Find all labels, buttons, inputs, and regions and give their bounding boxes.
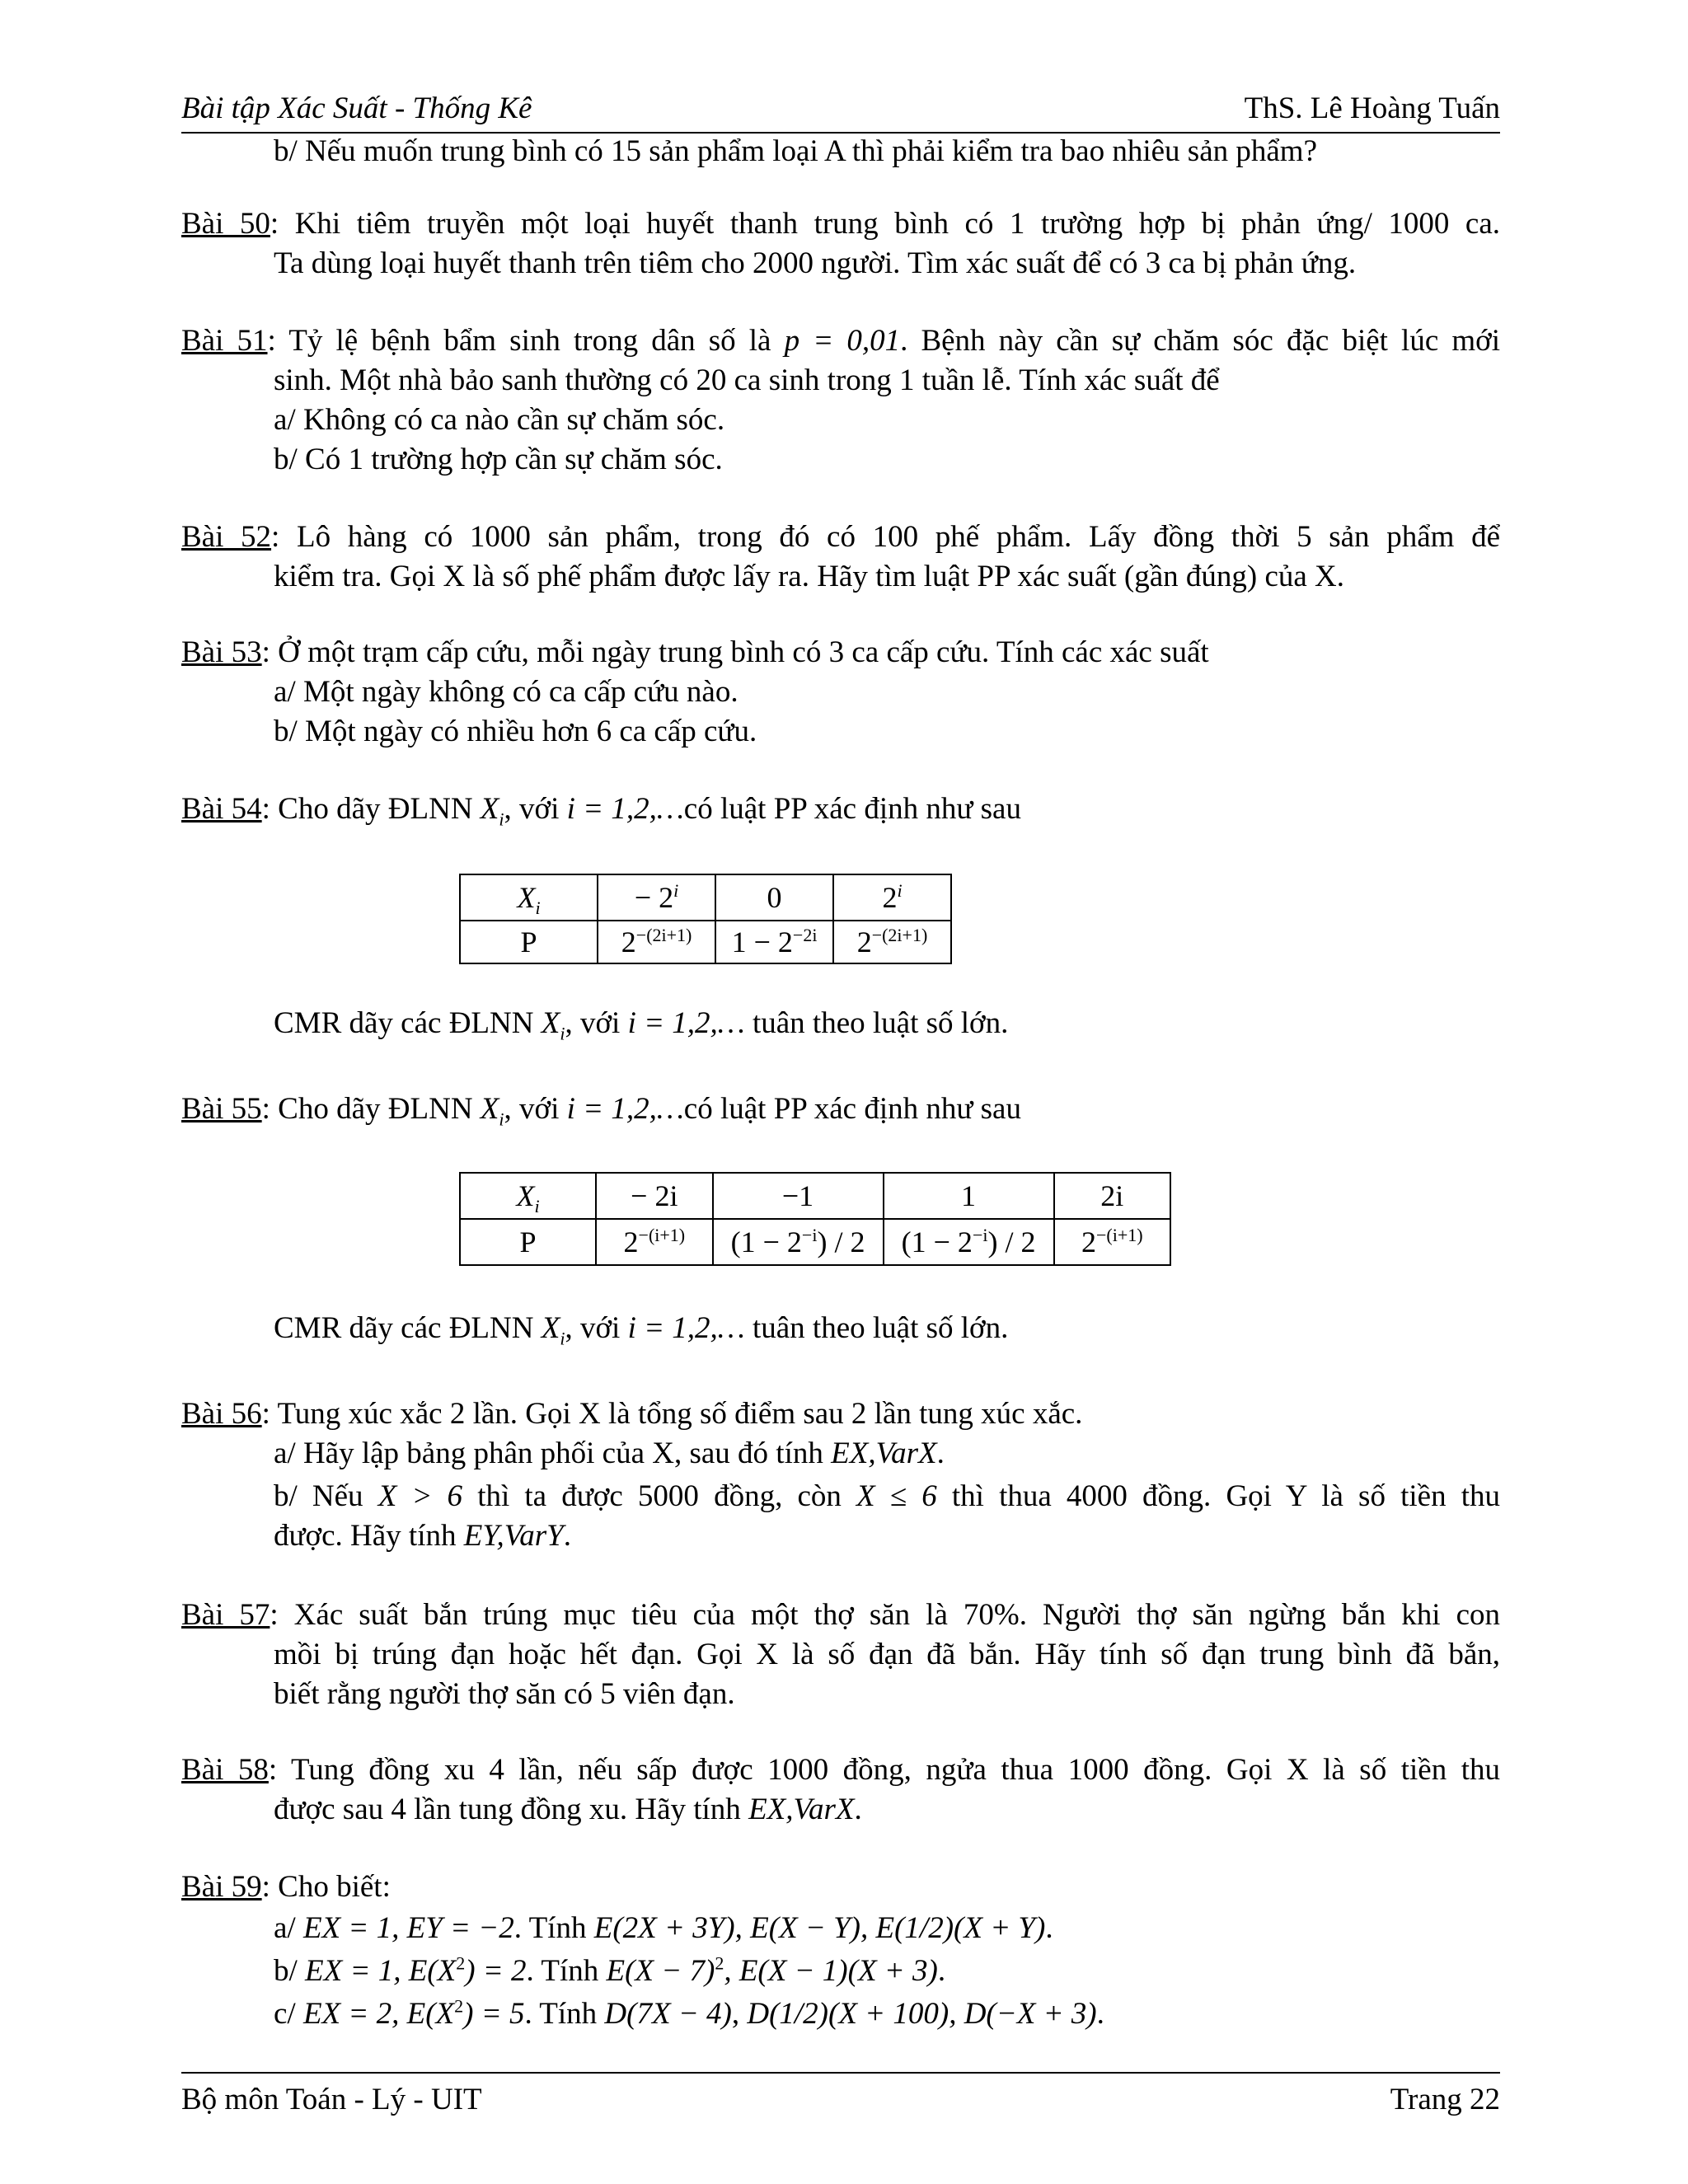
b55-text1b: , với [504, 1092, 567, 1126]
b55-p3-exp: −i [972, 1225, 988, 1245]
b54-cmr-range: i = 1,2,… [627, 1006, 745, 1040]
page-number: Trang 22 [1390, 2083, 1500, 2116]
b59-c-2: EX = 2, E(X [302, 1997, 455, 2031]
b54-distribution-table [459, 874, 952, 964]
b54-xi-sub: i [499, 808, 504, 830]
b52-line2: kiểm tra. Gọi X là số phế phẩm được lấy ra. Hãy tìm luật PP xác suất (gần đúng) của X. [274, 560, 1345, 593]
b55-cmr [274, 1309, 1500, 1348]
b51-line1 [181, 321, 1500, 361]
b55-x2: −1 [713, 1173, 884, 1219]
b55-text1a: : Cho dãy ĐLNN [261, 1092, 481, 1126]
b55-cmr-xi: X [541, 1311, 560, 1345]
b58-text1: : Tung đồng xu 4 lần, nếu sấp được 1000 đồng, ngửa thua 1000 đồng. Gọi X là số tiền thu [268, 1753, 1500, 1787]
b56-label: Bài 56 [181, 1397, 262, 1431]
b54-p3 [833, 921, 951, 963]
b56-b-6: 4000 [1066, 1479, 1128, 1513]
b50-text1: : Khi tiêm truyền một loại huyết thanh trung bình có 1 trường hợp bị phản ứng/ 1000 ca. [270, 207, 1500, 241]
b51-a: a/ Không có ca nào cần sự chăm sóc. [274, 403, 725, 437]
b54-label: Bài 54 [181, 792, 262, 826]
b49-b: b/ Nếu muốn trung bình có 15 sản phẩm loại A thì phải kiểm tra bao nhiêu sản phẩm? [274, 134, 1317, 168]
b55-h-x: X [516, 1179, 535, 1212]
b54-range: i = 1,2,… [566, 792, 684, 826]
b54-text1b: , với [504, 792, 567, 826]
b56-text1: : Tung xúc xắc 2 lần. Gọi X là tổng số điểm sau 2 lần tung xúc xắc. [261, 1397, 1083, 1431]
b54-h-x-sub: i [535, 898, 541, 919]
b55-label: Bài 55 [181, 1092, 262, 1126]
b55-p2-exp: −i [801, 1225, 818, 1245]
b53-a: a/ Một ngày không có ca cấp cứu nào. [274, 675, 738, 709]
b56-line1 [181, 1394, 1500, 1434]
b51-text1a: : Tỷ lệ bệnh bẩm sinh trong dân số là [267, 324, 785, 358]
b56-b-4: X ≤ 6 [856, 1479, 937, 1513]
b59-b-4s: 2 [715, 1952, 724, 1974]
b55-header-p: P [460, 1219, 596, 1265]
b55-p2 [713, 1219, 884, 1265]
b55-p1-base: 2 [623, 1226, 639, 1258]
b58-label: Bài 58 [181, 1753, 269, 1787]
b59-a-2: EX = 1, EY = −2 [302, 1911, 514, 1945]
b56-b-5: thì thua [936, 1479, 1067, 1513]
b52-line1 [181, 518, 1500, 557]
b59-b-4: E(X − 7) [606, 1954, 715, 1988]
b55-h-x-sub: i [534, 1196, 540, 1217]
b59-b-2: EX = 1, E(X [305, 1954, 457, 1988]
b53-line1 [181, 633, 1500, 673]
b54-xi: X [480, 792, 499, 826]
b54-p3-exp: −(2i+1) [871, 925, 928, 945]
b58-line1 [181, 1750, 1500, 1790]
b55-p4-base: 2 [1081, 1226, 1096, 1258]
b59-c-2b: ) = 5 [463, 1997, 525, 2031]
b56-c-math: EY,VarY [463, 1519, 564, 1553]
b55-p1-exp: −(i+1) [638, 1225, 686, 1245]
b59-c-2s: 2 [454, 1995, 464, 2017]
b51-b: b/ Có 1 trường hợp cần sự chăm sóc. [274, 443, 723, 476]
b55-cmr-a: CMR dãy các ĐLNN [274, 1311, 542, 1345]
b54-x2: 0 [715, 874, 833, 921]
b54-x1-val: − 2 [634, 881, 674, 914]
b57-text1b: . Người thợ săn ngừng bắn khi con [1019, 1598, 1500, 1632]
b53-label: Bài 53 [181, 635, 262, 669]
b50-line1 [181, 204, 1500, 244]
b54-header-p: P [460, 921, 598, 963]
b55-p1 [596, 1219, 712, 1265]
b59-a: a/ EX = 1, EY = −2. Tính E(2X + 3Y), E(X − Y), E(1/2)(X + Y). [274, 1911, 1053, 1945]
b56-c-text: được. Hãy tính [274, 1519, 464, 1553]
b50-label: Bài 50 [181, 207, 270, 241]
b59-text1: : Cho biết: [261, 1870, 391, 1904]
b55-xi-sub: i [499, 1108, 504, 1130]
b54-text1c: có luật PP xác định như sau [683, 792, 1021, 826]
b55-p2-a: (1 − 2 [730, 1226, 802, 1258]
b54-header-x [460, 874, 598, 921]
b59-c-4: D(7X − 4) [604, 1997, 732, 2031]
b59-line1 [181, 1868, 1500, 1907]
b52-text1: : Lô hàng có 1000 sản phẩm, trong đó có 100 phế phẩm. Lấy đồng thời 5 sản phẩm để [271, 520, 1500, 554]
b55-range: i = 1,2,… [566, 1092, 684, 1126]
b55-xi: X [480, 1092, 499, 1126]
b54-p1-base: 2 [621, 926, 636, 958]
b54-p2 [715, 921, 833, 963]
b59-label: Bài 59 [181, 1870, 262, 1904]
b56-b-2: X > 6 [377, 1479, 463, 1513]
page-header [181, 89, 1500, 134]
b55-x4: 2i [1054, 1173, 1170, 1219]
b54-x3-val: 2 [882, 881, 898, 914]
b54-cmr-b: , với [565, 1006, 628, 1040]
b59-c-1: c/ [274, 1997, 303, 2031]
b59-c: c/ EX = 2, $E(X^2) = 5$. Tính D(7X − 4), D(1/2)(X + 100), D(−X + 3). [274, 1995, 1104, 2031]
b52-label: Bài 52 [181, 520, 272, 554]
b55-x1: − 2i [596, 1173, 712, 1219]
b55-p2-b: ) / 2 [817, 1226, 865, 1258]
b59-a-4: E(2X + 3Y), E(X − Y), E(1/2)(X + Y) [593, 1911, 1046, 1945]
b51-label: Bài 51 [181, 324, 268, 358]
b56-b-7: đồng. Gọi Y là số tiền thu [1127, 1479, 1500, 1513]
b55-p3-b: ) / 2 [987, 1226, 1036, 1258]
b54-cmr-xi: X [541, 1006, 560, 1040]
b54-cmr-c: tuân theo luật số lớn. [744, 1006, 1009, 1040]
b55-text1c: có luật PP xác định như sau [683, 1092, 1021, 1126]
b57-line3: biết rằng người thợ săn có 5 viên đạn. [274, 1677, 735, 1711]
b55-line1 [181, 1090, 1500, 1129]
b55-cmr-c: tuân theo luật số lớn. [744, 1311, 1009, 1345]
b55-cmr-range: i = 1,2,… [627, 1311, 745, 1345]
b54-cmr [274, 1004, 1500, 1043]
b59-b: b/ EX = 1, $E(X^2) = 2$. Tính $E(X - 7)^2$, E(X − 1)(X + 3). [274, 1952, 946, 1988]
b51-text1b: . Bệnh này cần sự chăm sóc đặc biệt lúc mới [900, 324, 1500, 358]
b55-header-x [460, 1173, 596, 1219]
b54-x3 [833, 874, 951, 921]
header-author: ThS. Lê Hoàng Tuấn [1244, 91, 1500, 125]
b55-p3-a: (1 − 2 [901, 1226, 973, 1258]
b59-b-4b: , E(X − 1)(X + 3) [724, 1954, 938, 1988]
b56-b [274, 1477, 1500, 1516]
b55-cmr-b: , với [565, 1311, 628, 1345]
b53-b: b/ Một ngày có nhiều hơn 6 ca cấp cứu. [274, 715, 757, 748]
b59-a-3: . Tính [513, 1911, 594, 1945]
b54-p2-exp: −2i [792, 925, 818, 945]
b59-b-1: b/ [274, 1954, 306, 1988]
b54-p2-base: 1 − 2 [731, 926, 793, 958]
b59-c-3: . Tính [524, 1997, 605, 2031]
b51-line2: sinh. Một nhà bảo sanh thường có 20 ca sinh trong 1 tuần lễ. Tính xác suất để [274, 363, 1220, 397]
b54-h-x: X [517, 881, 536, 914]
b54-line1 [181, 790, 1500, 829]
b58-line2: được sau 4 lần tung đồng xu. Hãy tính EX,VarX. [274, 1793, 862, 1826]
b56-b-3: thì ta được 5000 đồng, còn [462, 1479, 857, 1513]
b54-x1-sup: i [673, 880, 679, 901]
header-title: Bài tập Xác Suất - Thống Kê [181, 91, 532, 125]
b58-math: EX,VarX [748, 1793, 855, 1826]
b51-p: p = 0,01 [784, 324, 901, 358]
b59-b-2b: ) = 2 [465, 1954, 527, 1988]
b57-pct: 70% [963, 1598, 1020, 1632]
b57-text1a: : Xác suất bắn trúng mục tiêu của một thợ săn là [270, 1598, 964, 1632]
b57-line2: mồi bị trúng đạn hoặc hết đạn. Gọi X là số đạn đã bắn. Hãy tính số đạn trung bình đã bắn, [274, 1638, 1500, 1671]
b57-line1 [181, 1596, 1500, 1635]
page-footer [181, 2072, 1500, 2123]
b54-p1 [598, 921, 715, 963]
footer-department: Bộ môn Toán - Lý - UIT [181, 2083, 482, 2116]
b54-p3-base: 2 [856, 926, 872, 958]
b55-cmr-xi-sub: i [560, 1328, 565, 1349]
b55-x3: 1 [884, 1173, 1054, 1219]
b55-p4-exp: −(i+1) [1095, 1225, 1143, 1245]
b56-c: được. Hãy tính EY,VarY. [274, 1519, 572, 1553]
b55-p4 [1054, 1219, 1170, 1265]
b54-cmr-a: CMR dãy các ĐLNN [274, 1006, 542, 1040]
b50-line2: Ta dùng loại huyết thanh trên tiêm cho 2000 người. Tìm xác suất để có 3 ca bị phản ứng. [274, 246, 1357, 280]
b56-b-1: b/ Nếu [274, 1479, 378, 1513]
b56-a-math: EX,VarX [831, 1436, 937, 1470]
b59-b-3: . Tính [526, 1954, 607, 1988]
b55-distribution-table [459, 1172, 1171, 1266]
b59-c-6: D(1/2)(X + 100), D(−X + 3) [747, 1997, 1097, 2031]
b56-a-text: a/ Hãy lập bảng phân phối của X, sau đó tính [274, 1436, 832, 1470]
b59-a-1: a/ [274, 1911, 303, 1945]
b55-p3 [884, 1219, 1054, 1265]
b53-text1: : Ở một trạm cấp cứu, mỗi ngày trung bình có 3 ca cấp cứu. Tính các xác suất [261, 635, 1209, 669]
b59-b-2s: 2 [456, 1952, 466, 1974]
b54-cmr-xi-sub: i [560, 1023, 565, 1044]
b56-a: a/ Hãy lập bảng phân phối của X, sau đó tính EX,VarX. [274, 1436, 945, 1470]
b57-label: Bài 57 [181, 1598, 270, 1632]
b59-c-5: , [731, 1997, 748, 2031]
b54-text1a: : Cho dãy ĐLNN [261, 792, 481, 826]
b54-x3-sup: i [897, 880, 903, 901]
b58-text2a: được sau 4 lần tung đồng xu. Hãy tính [274, 1793, 749, 1826]
b54-p1-exp: −(2i+1) [635, 925, 692, 945]
b54-x1 [598, 874, 715, 921]
